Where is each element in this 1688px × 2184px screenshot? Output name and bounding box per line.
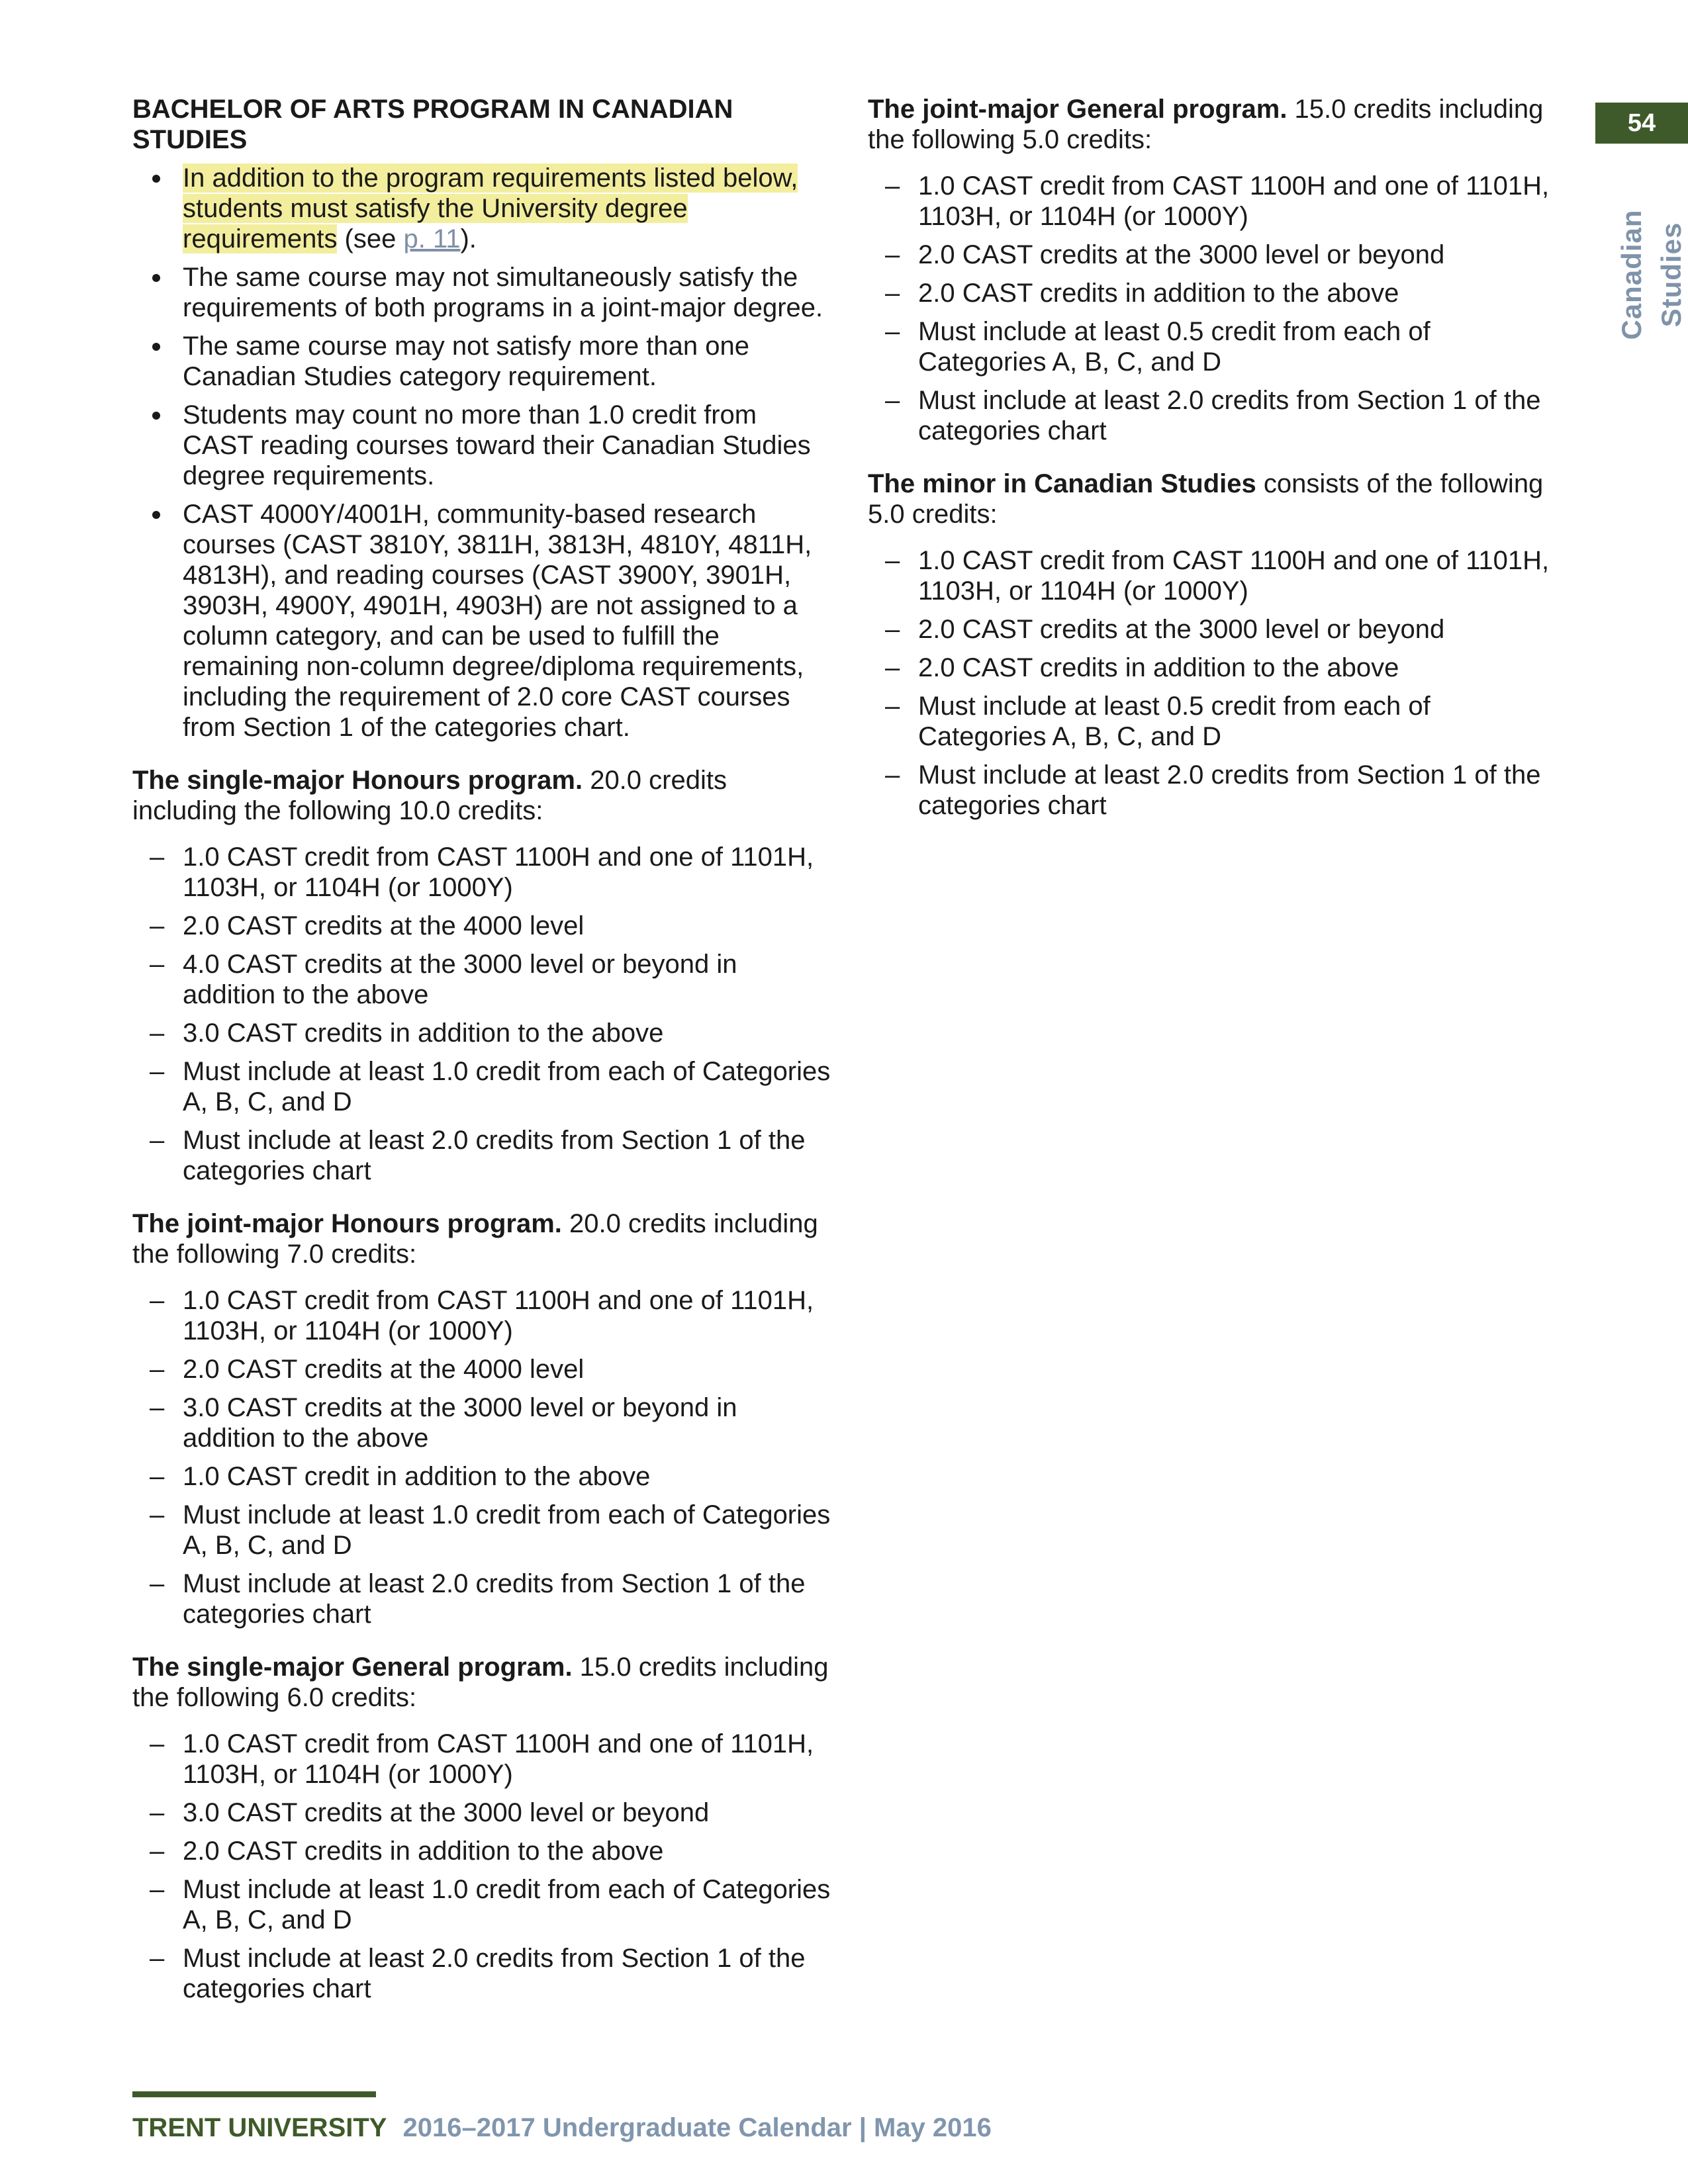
requirements-bullet-list bbox=[132, 163, 834, 743]
minor-list bbox=[868, 545, 1563, 821]
list-item: – 4.0 CAST credits at the 3000 level or beyond in addition to the above bbox=[150, 950, 737, 1009]
section-side-label: Canadian Studies bbox=[1616, 209, 1687, 340]
list-item: – 2.0 CAST credits at the 3000 level or beyond bbox=[885, 240, 1445, 269]
single-major-honours-intro bbox=[132, 765, 834, 826]
program-lead: The joint-major General program. bbox=[868, 95, 1288, 124]
highlighted-text: In addition to the program requirements listed below, students must satisfy the University degree requirements bbox=[183, 163, 798, 253]
program-description: 15.0 credits including the following 6.0 credits: bbox=[132, 1653, 829, 1712]
single-major-general-intro bbox=[132, 1652, 834, 1713]
left-column bbox=[132, 94, 834, 2026]
list-item: – Must include at least 2.0 credits from Section 1 of the categories chart bbox=[150, 1569, 806, 1629]
bullet-item: The same course may not satisfy more than one Canadian Studies category requirement. bbox=[132, 331, 834, 392]
bullet-item: The same course may not simultaneously satisfy the requirements of both programs in a joint-major degree. bbox=[132, 262, 834, 323]
program-lead: The minor in Canadian Studies bbox=[868, 469, 1256, 498]
program-description: consists of the following 5.0 credits: bbox=[868, 469, 1544, 529]
program-description: 15.0 credits including the following 5.0 credits: bbox=[868, 95, 1544, 154]
footer-rule bbox=[132, 2091, 376, 2097]
list-item: – Must include at least 2.0 credits from Section 1 of the categories chart bbox=[885, 386, 1541, 445]
page-link[interactable]: p. 11 bbox=[403, 224, 461, 253]
list-item: – 1.0 CAST credit from CAST 1100H and one of 1101H, 1103H, or 1104H (or 1000Y) bbox=[150, 1286, 814, 1345]
bullet-item bbox=[132, 163, 834, 254]
joint-major-honours-intro bbox=[132, 1208, 834, 1269]
footer bbox=[132, 2111, 992, 2144]
joint-major-general-list bbox=[868, 171, 1563, 446]
list-item: – 2.0 CAST credits at the 3000 level or beyond bbox=[885, 615, 1445, 644]
joint-major-general-intro bbox=[868, 94, 1563, 155]
list-item: – Must include at least 1.0 credit from each of Categories A, B, C, and D bbox=[150, 1057, 831, 1116]
program-heading bbox=[132, 94, 834, 155]
single-major-general-list bbox=[132, 1729, 834, 2004]
list-item: – 1.0 CAST credit from CAST 1100H and one of 1101H, 1103H, or 1104H (or 1000Y) bbox=[150, 842, 814, 902]
list-item: – Must include at least 0.5 credit from each of Categories A, B, C, and D bbox=[885, 692, 1430, 751]
bullet-text: (see bbox=[337, 224, 404, 253]
list-item: – 2.0 CAST credits in addition to the above bbox=[885, 279, 1399, 308]
program-lead: The single-major Honours program. bbox=[132, 766, 583, 795]
list-item: – Must include at least 1.0 credit from each of Categories A, B, C, and D bbox=[150, 1875, 831, 1934]
bullet-item: CAST 4000Y/4001H, community-based research courses (CAST 3810Y, 3811H, 3813H, 4810Y, 4811H, 4813H), and reading courses (CAST 3900Y, 3901H, 3903H, 4900Y, 4901H, 4903H) are not assigned to a column category, and can be used to fulfill the remaining non-column degree/diploma requirements, including the requirement of 2.0 core CAST courses from Section 1 of the categories chart. bbox=[132, 499, 834, 743]
list-item: – Must include at least 1.0 credit from each of Categories A, B, C, and D bbox=[150, 1500, 831, 1560]
list-item: – Must include at least 2.0 credits from Section 1 of the categories chart bbox=[150, 1126, 806, 1185]
program-heading-line-1: BACHELOR OF ARTS PROGRAM IN CANADIAN bbox=[132, 95, 733, 124]
list-item: – 3.0 CAST credits in addition to the above bbox=[150, 1019, 664, 1048]
joint-major-honours-list bbox=[132, 1285, 834, 1629]
list-item: – 1.0 CAST credit from CAST 1100H and one of 1101H, 1103H, or 1104H (or 1000Y) bbox=[885, 546, 1550, 606]
minor-intro bbox=[868, 469, 1563, 529]
bullet-text: ). bbox=[460, 224, 477, 253]
single-major-honours-list bbox=[132, 842, 834, 1186]
page-number: 54 bbox=[1595, 103, 1688, 144]
program-lead: The single-major General program. bbox=[132, 1653, 573, 1682]
list-item: – 2.0 CAST credits at the 4000 level bbox=[150, 1355, 585, 1384]
list-item: – 3.0 CAST credits at the 3000 level or beyond bbox=[150, 1798, 710, 1827]
bullet-item: Students may count no more than 1.0 credit from CAST reading courses toward their Canadian Studies degree requirements. bbox=[132, 400, 834, 491]
footer-calendar: 2016–2017 Undergraduate Calendar | May 2016 bbox=[402, 2113, 992, 2142]
right-column bbox=[868, 94, 1563, 843]
program-description: 20.0 credits including the following 7.0 credits: bbox=[132, 1209, 818, 1269]
list-item: – 3.0 CAST credits at the 3000 level or beyond in addition to the above bbox=[150, 1393, 737, 1453]
list-item: – 2.0 CAST credits in addition to the above bbox=[150, 1837, 664, 1866]
list-item: – Must include at least 2.0 credits from Section 1 of the categories chart bbox=[150, 1944, 806, 2003]
program-lead: The joint-major Honours program. bbox=[132, 1209, 562, 1238]
program-heading-line-2: STUDIES bbox=[132, 125, 248, 154]
list-item: – 1.0 CAST credit from CAST 1100H and one of 1101H, 1103H, or 1104H (or 1000Y) bbox=[885, 171, 1550, 231]
program-description: 20.0 credits including the following 10.0 credits: bbox=[132, 766, 727, 825]
list-item: – 1.0 CAST credit in addition to the above bbox=[150, 1462, 651, 1491]
list-item: – 2.0 CAST credits in addition to the above bbox=[885, 653, 1399, 682]
list-item: – 1.0 CAST credit from CAST 1100H and one of 1101H, 1103H, or 1104H (or 1000Y) bbox=[150, 1729, 814, 1789]
list-item: – Must include at least 2.0 credits from Section 1 of the categories chart bbox=[885, 760, 1541, 820]
list-item: – 2.0 CAST credits at the 4000 level bbox=[150, 911, 585, 940]
footer-university: TRENT UNIVERSITY bbox=[132, 2113, 387, 2142]
list-item: – Must include at least 0.5 credit from each of Categories A, B, C, and D bbox=[885, 317, 1430, 377]
